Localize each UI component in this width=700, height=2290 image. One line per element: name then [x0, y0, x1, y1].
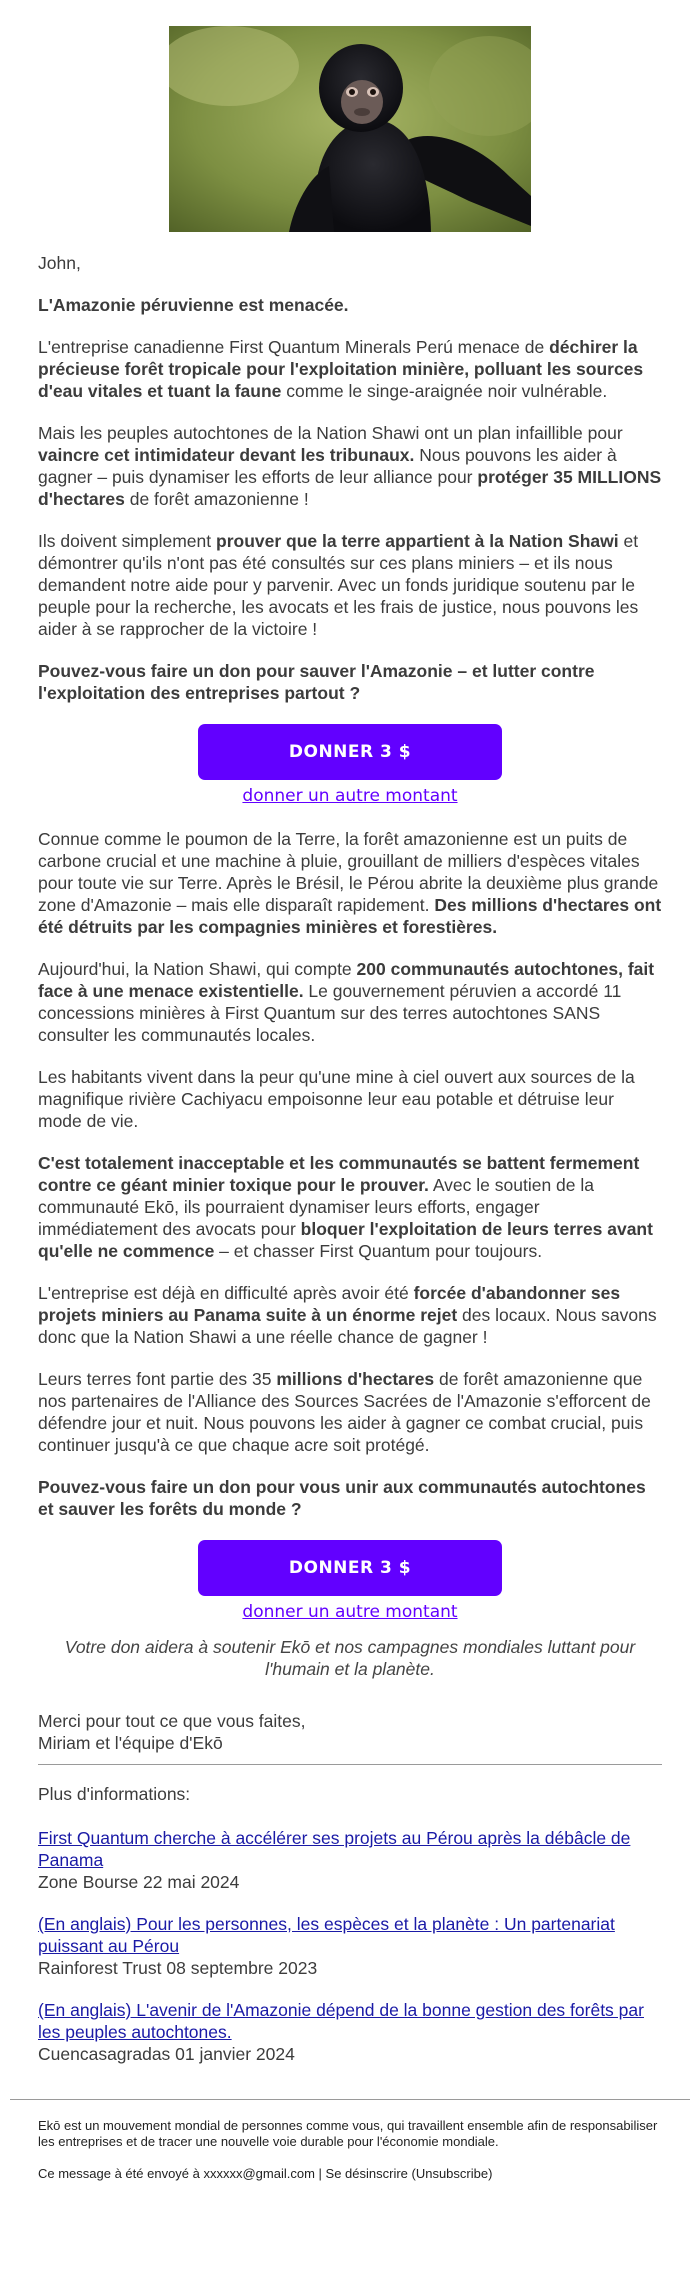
- more-info-label: Plus d'informations:: [38, 1784, 191, 1804]
- divider: [38, 1764, 662, 1765]
- headline: L'Amazonie péruvienne est menacée.: [38, 295, 349, 315]
- donate-button-2[interactable]: DONNER 3 $: [198, 1540, 502, 1596]
- footer: [0, 2118, 700, 2182]
- news-item: [38, 1913, 662, 1979]
- paragraph-2: Mais les peuples autochtones de la Nation Shawi ont un plan infaillible pour vaincre cet intimidateur devant les tribunaux. Nous pouvons les aider à gagner – puis dynamiser les efforts de leur alliance pour protéger 35 MILLIONS d'hectares de forêt amazonienne !: [38, 423, 662, 509]
- message-content: [0, 252, 700, 2065]
- cta-block-2: [38, 1540, 662, 1622]
- news-source: Rainforest Trust 08 septembre 2023: [38, 1958, 318, 1978]
- paragraph-9: Leurs terres font partie des 35 millions d'hectares de forêt amazonienne que nos partenaires de l'Alliance des Sources Sacrées de l'Amazonie s'efforcent de défendre jour et nuit. Nous pouvons les aider à gagner ce combat crucial, puis continuer jusqu'à ce que chaque acre soit protégé.: [38, 1369, 651, 1455]
- news-item: [38, 1999, 662, 2065]
- paragraph-3: Ils doivent simplement prouver que la terre appartient à la Nation Shawi et démontrer qu'ils n'ont pas été consultés sur ces plans miniers – et ils nous demandent notre aide pour y parvenir. Avec un fonds juridique soutenu par le peuple pour la recherche, les avocats et les frais de justice, nous pouvons les aider à se rapprocher de la victoire !: [38, 531, 639, 639]
- paragraph-8: L'entreprise est déjà en difficulté après avoir été forcée d'abandonner ses projets miniers au Panama suite à un énorme rejet des locaux. Nous savons donc que la Nation Shawi a une réelle chance de gagner !: [38, 1283, 657, 1347]
- donation-ask-2: Pouvez-vous faire un don pour vous unir aux communautés autochtones et sauver les forêts du monde ?: [38, 1477, 646, 1519]
- news-link[interactable]: First Quantum cherche à accélérer ses projets au Pérou après la débâcle de Panama: [38, 1828, 631, 1870]
- email-body: [0, 26, 700, 2182]
- paragraph-4: Connue comme le poumon de la Terre, la forêt amazonienne est un puits de carbone crucial et une machine à pluie, grouillant de milliers d'espèces vitales pour toute vie sur Terre. Après le Brésil, le Pérou abrite la deuxième plus grande zone d'Amazonie – mais elle disparaît rapidement. Des millions d'hectares ont été détruits par les compagnies minières et forestières.: [38, 829, 662, 937]
- other-amount-link-2[interactable]: donner un autre montant: [242, 1602, 458, 1622]
- hero-monkey-image: [169, 26, 531, 232]
- news-source: Zone Bourse 22 mai 2024: [38, 1872, 240, 1892]
- paragraph-7: C'est totalement inacceptable et les communautés se battent fermement contre ce géant minier toxique pour le prouver. Avec le soutien de la communauté Ekō, ils pourraient dynamiser leurs efforts, engager immédiatement des avocats pour bloquer l'exploitation de leurs terres avant qu'elle ne commence – et chasser First Quantum pour toujours.: [38, 1153, 653, 1261]
- cta-block-1: [38, 724, 662, 806]
- other-amount-link[interactable]: donner un autre montant: [242, 786, 458, 806]
- footer-divider: [10, 2099, 690, 2100]
- donate-button[interactable]: DONNER 3 $: [198, 724, 502, 780]
- news-source: Cuencasagradas 01 janvier 2024: [38, 2044, 295, 2064]
- greeting: John,: [38, 253, 81, 273]
- news-link[interactable]: (En anglais) L'avenir de l'Amazonie dépend de la bonne gestion des forêts par les peuples autochtones.: [38, 2000, 644, 2042]
- paragraph-1: L'entreprise canadienne First Quantum Minerals Perú menace de déchirer la précieuse forêt tropicale pour l'exploitation minière, polluant les sources d'eau vitales et tuant la faune comme le singe-araignée noir vulnérable.: [38, 337, 644, 401]
- donation-note: Votre don aidera à soutenir Ekō et nos campagnes mondiales luttant pour l'humain et la planète.: [64, 1637, 636, 1679]
- footer-about: Ekō est un mouvement mondial de personnes comme vous, qui travaillent ensemble afin de responsabiliser les entreprises et de tracer une nouvelle voie durable pour l'économie mondiale.: [38, 2118, 658, 2149]
- news-item: [38, 1827, 662, 1893]
- news-link[interactable]: (En anglais) Pour les personnes, les espèces et la planète : Un partenariat puissant au Pérou: [38, 1914, 615, 1956]
- spider-monkey-illustration: [169, 26, 531, 232]
- donation-ask-1: Pouvez-vous faire un don pour sauver l'Amazonie – et lutter contre l'exploitation des entreprises partout ?: [38, 661, 595, 703]
- paragraph-6: Les habitants vivent dans la peur qu'une mine à ciel ouvert aux sources de la magnifique rivière Cachiyacu empoisonne leur eau potable et détruise leur mode de vie.: [38, 1067, 635, 1131]
- footer-unsubscribe-line[interactable]: Ce message à été envoyé à xxxxxx@gmail.com | Se désinscrire (Unsubscribe): [38, 2166, 493, 2181]
- paragraph-5: Aujourd'hui, la Nation Shawi, qui compte 200 communautés autochtones, fait face à une menace existentielle. Le gouvernement péruvien a accordé 11 concessions minières à First Quantum sur des terres autochtones SANS consulter les communautés locales.: [38, 959, 655, 1045]
- signoff: Merci pour tout ce que vous faites, Miriam et l'équipe d'Ekō: [38, 1711, 306, 1753]
